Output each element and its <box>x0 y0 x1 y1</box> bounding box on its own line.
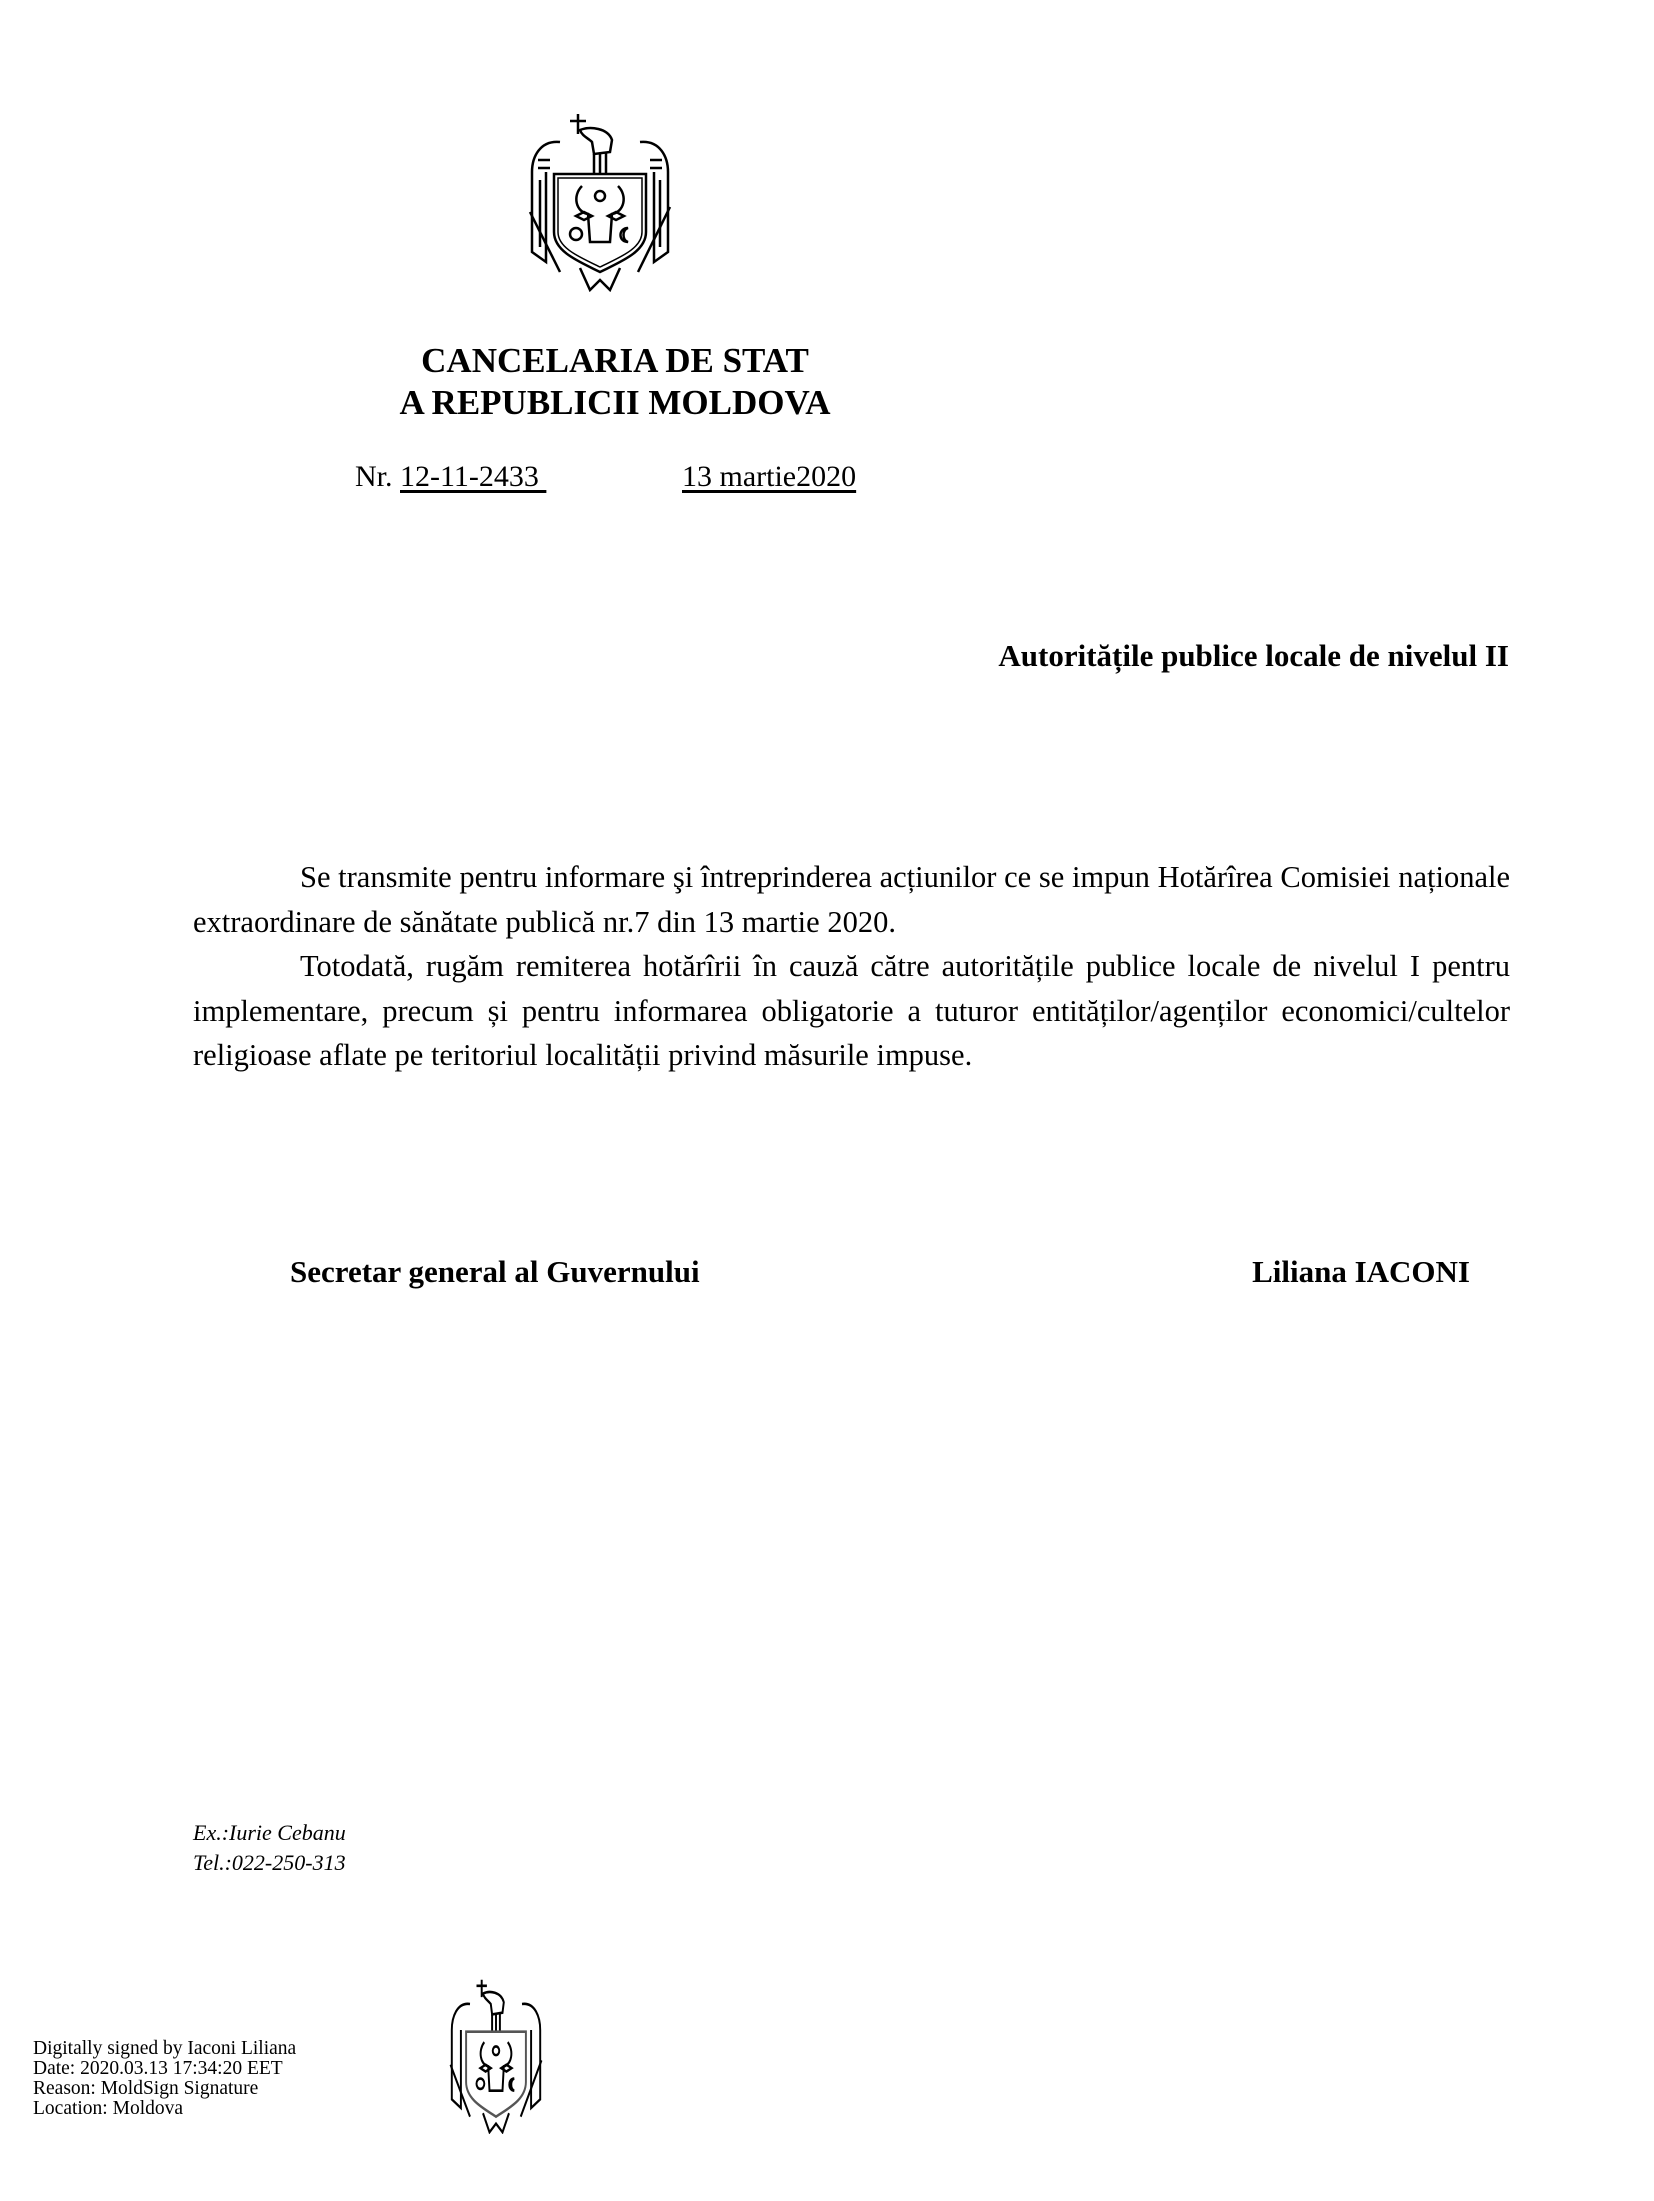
coat-of-arms-icon <box>520 112 680 292</box>
reference-number-value: 12-11-2433 <box>400 460 547 493</box>
reference-number-label: Nr. <box>355 460 393 493</box>
body-paragraph: Se transmite pentru informare şi întreprinderea acțiunilor ce se impun Hotărîrea Comisiei naționale extraordinare de sănătate publică nr.7 din 13 martie 2020. <box>193 860 1510 939</box>
executor-name: Ex.:Iurie Cebanu <box>193 1820 346 1845</box>
digital-signature-reason: Reason: MoldSign Signature <box>33 2078 259 2099</box>
reference-number <box>355 460 546 494</box>
letter-body <box>193 855 1510 1078</box>
digital-signature-location: Location: Moldova <box>33 2098 184 2119</box>
body-paragraph: Totodată, rugăm remiterea hotărîrii în cauză către autoritățile publice locale de nivelul I pentru implementare, precum și pentru informarea obligatorie a tuturor entităților/agenților economici/cultelor religioase aflate pe teritoriul localității privind măsurile impuse. <box>193 949 1510 1072</box>
institution-name-line1: CANCELARIA DE STAT <box>421 341 809 380</box>
digital-signature-date: Date: 2020.03.13 17:34:20 EET <box>33 2058 283 2079</box>
institution-name-line2: A REPUBLICII MOLDOVA <box>399 383 831 422</box>
signature-emblem-icon <box>444 1978 548 2134</box>
signatory-name: Liliana IACONI <box>1252 1254 1470 1289</box>
signatory-title: Secretar general al Guvernului <box>290 1254 700 1289</box>
document-date: 13 martie2020 <box>682 460 857 493</box>
recipient: Autoritățile publice locale de nivelul II <box>998 638 1509 673</box>
executor-phone: Tel.:022-250-313 <box>193 1850 346 1875</box>
digital-signature-signer: Digitally signed by Iaconi Liliana <box>33 2038 297 2059</box>
digital-signature-block <box>33 2039 296 2119</box>
